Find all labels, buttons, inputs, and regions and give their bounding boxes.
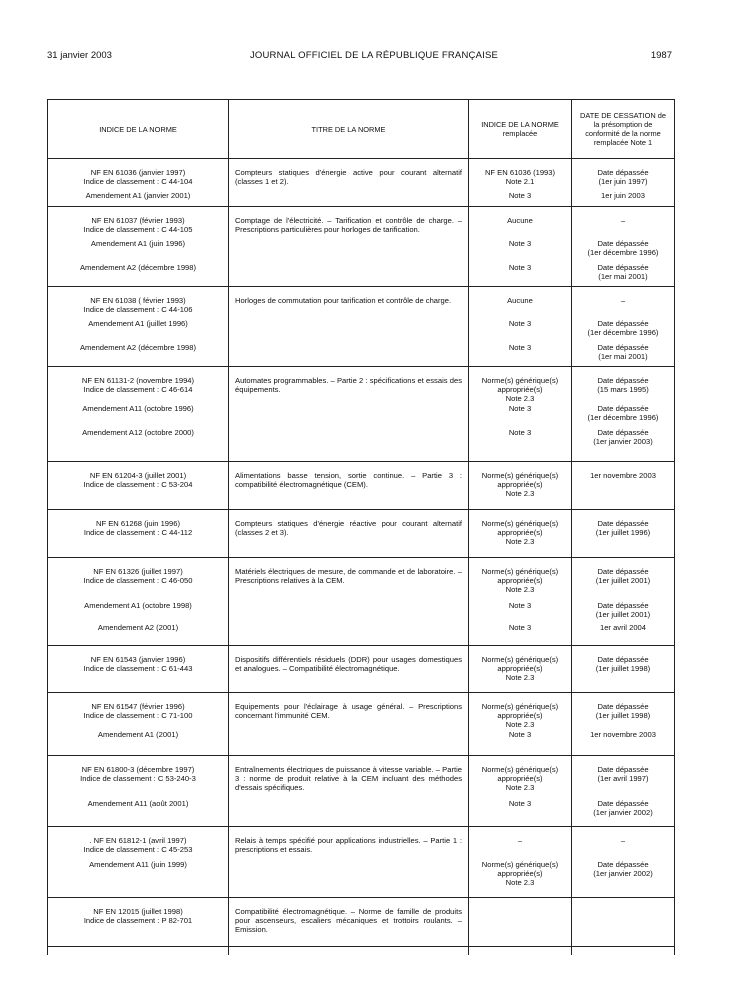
continuation-cell <box>572 947 675 956</box>
norme-indice: NF EN 61543 (janvier 1996) <box>90 655 186 664</box>
norme-indice: Indice de classement : C 45-253 <box>83 845 193 854</box>
continuation-cell <box>469 947 572 956</box>
indice-cell <box>48 367 229 462</box>
norme-remplacee: Aucune <box>507 216 533 225</box>
norme-remplacee: Norme(s) générique(s) <box>481 655 559 664</box>
remplacee-cell <box>469 462 572 510</box>
norme-titre: Compteurs statiques d'énergie active pour courant alternatif (classes 1 et 2). <box>235 168 462 186</box>
norme-indice: Indice de classement : C 44-105 <box>83 225 193 234</box>
norme-titre: Alimentations basse tension, sortie continue. – Partie 3 : compatibilité électromagnétique (CEM). <box>235 471 462 489</box>
norme-remplacee: appropriée(s) <box>497 711 543 720</box>
date-cessation: Date dépassée <box>597 655 649 664</box>
norme-titre: Comptage de l'électricité. – Tarification et contrôle de charge. – Prescriptions particulières pour horloges de tarification. <box>235 216 462 234</box>
titre-cell <box>229 367 469 462</box>
titre-cell <box>229 827 469 898</box>
norme-indice: Amendement A2 (décembre 1998) <box>79 343 197 352</box>
date-cessation: Date dépassée <box>597 263 649 272</box>
norme-remplacee: Note 3 <box>508 263 532 272</box>
norme-titre: Relais à temps spécifié pour applications industrielles. – Partie 1 : prescriptions et essais. <box>235 836 462 854</box>
date-cessation: (1er avril 1997) <box>597 774 649 783</box>
table-row <box>48 756 675 827</box>
norme-indice: Indice de classement : C 44-112 <box>83 528 193 537</box>
norme-remplacee: appropriée(s) <box>497 576 543 585</box>
norme-remplacee: Norme(s) générique(s) <box>481 567 559 576</box>
date-cessation: (1er décembre 1996) <box>587 328 659 337</box>
col-header-cessation: DATE DE CESSATION de la présomption de conformité de la norme remplacée Note 1 <box>572 100 675 159</box>
remplacee-cell <box>469 367 572 462</box>
norme-remplacee: Note 3 <box>508 623 532 632</box>
col-header-indice: INDICE DE LA NORME <box>48 100 229 159</box>
norme-remplacee: Norme(s) générique(s) <box>481 702 559 711</box>
norme-titre: Horloges de commutation pour tarification et contrôle de charge. <box>235 296 452 305</box>
table-row <box>48 287 675 367</box>
continuation-cell <box>229 947 469 956</box>
norme-indice: Indice de classement : P 82-701 <box>83 916 193 925</box>
remplacee-cell <box>469 827 572 898</box>
col-header-titre: TITRE DE LA NORME <box>229 100 469 159</box>
date-cessation: (1er mai 2001) <box>598 352 648 361</box>
norme-remplacee: Note 3 <box>508 319 532 328</box>
norme-indice: Amendement A1 (2001) <box>97 730 179 739</box>
table-row <box>48 646 675 693</box>
norme-indice: NF EN 61204-3 (juillet 2001) <box>89 471 187 480</box>
table-row <box>48 693 675 756</box>
norme-remplacee: Note 3 <box>508 428 532 437</box>
norme-remplacee: Note 3 <box>508 730 532 739</box>
cessation-cell <box>572 898 675 947</box>
cessation-cell <box>572 367 675 462</box>
norme-indice: Indice de classement : C 44-104 <box>83 177 193 186</box>
indice-cell <box>48 827 229 898</box>
cessation-cell <box>572 558 675 646</box>
indice-cell <box>48 558 229 646</box>
cessation-cell <box>572 756 675 827</box>
table-row <box>48 898 675 947</box>
date-cessation: Date dépassée <box>597 860 649 869</box>
norme-remplacee: Note 2.3 <box>505 673 535 682</box>
norme-indice: NF EN 61326 (juillet 1997) <box>93 567 183 576</box>
date-cessation: Date dépassée <box>597 702 649 711</box>
table-row <box>48 367 675 462</box>
continuation-cell <box>48 947 229 956</box>
norme-remplacee: Note 3 <box>508 239 532 248</box>
norme-indice: Amendement A1 (juillet 1996) <box>88 319 188 328</box>
titre-cell <box>229 898 469 947</box>
remplacee-cell <box>469 756 572 827</box>
date-cessation: (1er juin 1997) <box>598 177 648 186</box>
norme-remplacee: appropriée(s) <box>497 664 543 673</box>
norme-remplacee: Norme(s) générique(s) <box>481 471 559 480</box>
date-cessation: (1er décembre 1996) <box>587 413 659 422</box>
date-cessation: Date dépassée <box>597 428 649 437</box>
norme-indice: Amendement A1 (juin 1996) <box>90 239 186 248</box>
cessation-cell <box>572 207 675 287</box>
date-cessation: Date dépassée <box>597 376 649 385</box>
date-cessation: (1er juillet 2001) <box>595 610 651 619</box>
date-cessation: Date dépassée <box>597 239 649 248</box>
remplacee-cell <box>469 510 572 558</box>
remplacee-cell <box>469 693 572 756</box>
norme-titre: Entraînements électriques de puissance à vitesse variable. – Partie 3 : norme de produit relative à la CEM incluant des méthodes d'essais spécifiques. <box>235 765 462 792</box>
remplacee-cell <box>469 287 572 367</box>
norme-remplacee: Note 2.3 <box>505 878 535 887</box>
norme-remplacee: Note 3 <box>508 799 532 808</box>
norme-remplacee: Note 2.3 <box>505 489 535 498</box>
remplacee-cell <box>469 646 572 693</box>
indice-cell <box>48 756 229 827</box>
date-cessation: (1er janvier 2002) <box>593 869 653 878</box>
header-date: 31 janvier 2003 <box>47 50 112 61</box>
norme-remplacee: Note 2.3 <box>505 394 535 403</box>
cessation-cell <box>572 510 675 558</box>
norme-remplacee: Norme(s) générique(s) <box>481 519 559 528</box>
titre-cell <box>229 159 469 207</box>
norme-remplacee: Note 3 <box>508 601 532 610</box>
norme-remplacee: appropriée(s) <box>497 385 543 394</box>
norme-indice: Indice de classement : C 61-443 <box>83 664 193 673</box>
col-header-remplacee: INDICE DE LA NORME remplacée <box>469 100 572 159</box>
date-cessation: Date dépassée <box>597 404 649 413</box>
norme-titre: Compteurs statiques d'énergie réactive pour courant alternatif (classes 2 et 3). <box>235 519 462 537</box>
date-cessation: (1er juillet 2001) <box>595 576 651 585</box>
titre-cell <box>229 558 469 646</box>
norme-indice: NF EN 12015 (juillet 1998) <box>93 907 183 916</box>
titre-cell <box>229 646 469 693</box>
norme-indice: NF EN 61268 (juin 1996) <box>96 519 180 528</box>
norme-remplacee: NF EN 61036 (1993) <box>484 168 556 177</box>
table-row <box>48 510 675 558</box>
indice-cell <box>48 287 229 367</box>
norme-indice: NF EN 61547 (février 1996) <box>91 702 185 711</box>
journal-title: JOURNAL OFFICIEL DE LA RÉPUBLIQUE FRANÇAISE <box>249 50 499 61</box>
remplacee-cell <box>469 558 572 646</box>
date-cessation: Date dépassée <box>597 799 649 808</box>
indice-cell <box>48 646 229 693</box>
norme-remplacee: Note 2.3 <box>505 720 535 729</box>
norme-titre: Compatibilité électromagnétique. – Norme de famille de produits pour ascenseurs, escaliers mécaniques et trottoirs roulants. – Emission. <box>235 907 462 934</box>
norme-remplacee: Note 2.3 <box>505 537 535 546</box>
norme-indice: Amendement A11 (août 2001) <box>87 799 189 808</box>
titre-cell <box>229 756 469 827</box>
titre-cell <box>229 510 469 558</box>
norme-indice: Amendement A11 (octobre 1996) <box>82 404 194 413</box>
date-cessation: – <box>620 216 626 225</box>
norme-remplacee: Norme(s) générique(s) <box>481 376 559 385</box>
norme-remplacee: appropriée(s) <box>497 480 543 489</box>
page-header <box>0 50 748 64</box>
cessation-cell <box>572 159 675 207</box>
titre-cell <box>229 287 469 367</box>
date-cessation: (1er juillet 1996) <box>595 528 651 537</box>
indice-cell <box>48 207 229 287</box>
norme-indice: Indice de classement : C 53-240-3 <box>80 774 196 783</box>
norme-indice: Amendement A1 (octobre 1998) <box>84 601 192 610</box>
norme-titre: Equipements pour l'éclairage à usage général. – Prescriptions concernant l'immunité CEM. <box>235 702 462 720</box>
norme-remplacee: Note 3 <box>508 343 532 352</box>
cessation-cell <box>572 646 675 693</box>
norme-titre: Dispositifs différentiels résiduels (DDR) pour usages domestiques et analogues. – Compatibilité électromagnétique. <box>235 655 462 673</box>
norme-indice: Amendement A11 (juin 1999) <box>89 860 187 869</box>
date-cessation: Date dépassée <box>597 519 649 528</box>
norme-remplacee: appropriée(s) <box>497 869 543 878</box>
remplacee-cell <box>469 898 572 947</box>
date-cessation: (15 mars 1995) <box>597 385 649 394</box>
norme-remplacee: Note 3 <box>508 404 532 413</box>
titre-cell <box>229 207 469 287</box>
norme-indice: Amendement A2 (décembre 1998) <box>79 263 197 272</box>
cessation-cell <box>572 693 675 756</box>
page-number: 1987 <box>650 50 672 61</box>
indice-cell <box>48 159 229 207</box>
remplacee-cell <box>469 159 572 207</box>
date-cessation: Date dépassée <box>597 168 649 177</box>
table-header-row <box>48 100 675 159</box>
norme-indice: Amendement A12 (octobre 2000) <box>82 428 194 437</box>
norme-indice: NF EN 61131-2 (novembre 1994) <box>81 376 195 385</box>
norme-remplacee: Note 2.1 <box>505 177 535 186</box>
titre-cell <box>229 462 469 510</box>
remplacee-cell <box>469 207 572 287</box>
norme-indice: Indice de classement : C 46-050 <box>83 576 193 585</box>
norme-indice: NF EN 61800-3 (décembre 1997) <box>81 765 195 774</box>
date-cessation: Date dépassée <box>597 765 649 774</box>
norme-indice: . NF EN 61812-1 (avril 1997) <box>89 836 187 845</box>
table-row <box>48 159 675 207</box>
norme-titre: Matériels électriques de mesure, de commande et de laboratoire. – Prescriptions relatives à la CEM. <box>235 567 462 585</box>
date-cessation: (1er janvier 2002) <box>593 808 653 817</box>
titre-cell <box>229 693 469 756</box>
norme-indice: Indice de classement : C 46-614 <box>83 385 193 394</box>
date-cessation: – <box>620 296 626 305</box>
norme-indice: Indice de classement : C 53-204 <box>83 480 193 489</box>
cessation-cell <box>572 827 675 898</box>
date-cessation: (1er mai 2001) <box>598 272 648 281</box>
date-cessation: Date dépassée <box>597 343 649 352</box>
norme-remplacee: Norme(s) générique(s) <box>481 765 559 774</box>
date-cessation: (1er décembre 1996) <box>587 248 659 257</box>
norme-indice: NF EN 61037 (février 1993) <box>91 216 185 225</box>
date-cessation: (1er juillet 1998) <box>595 711 651 720</box>
norme-indice: NF EN 61036 (janvier 1997) <box>90 168 186 177</box>
date-cessation: (1er janvier 2003) <box>593 437 653 446</box>
date-cessation: 1er avril 2004 <box>599 623 646 632</box>
standards-table <box>47 99 675 955</box>
date-cessation: 1er juin 2003 <box>601 191 645 200</box>
norme-remplacee: Aucune <box>507 296 533 305</box>
norme-remplacee: Note 3 <box>508 191 532 200</box>
table-continuation <box>48 947 675 956</box>
norme-indice: Amendement A1 (janvier 2001) <box>85 191 191 200</box>
norme-remplacee: – <box>517 836 523 845</box>
indice-cell <box>48 462 229 510</box>
cessation-cell <box>572 462 675 510</box>
date-cessation: (1er juillet 1998) <box>595 664 651 673</box>
norme-titre: Automates programmables. – Partie 2 : spécifications et essais des équipements. <box>235 376 462 394</box>
table-row <box>48 462 675 510</box>
norme-indice: NF EN 61038 ( février 1993) <box>90 296 186 305</box>
norme-remplacee: appropriée(s) <box>497 774 543 783</box>
date-cessation: Date dépassée <box>597 319 649 328</box>
indice-cell <box>48 898 229 947</box>
table-row <box>48 558 675 646</box>
date-cessation: Date dépassée <box>597 601 649 610</box>
date-cessation: 1er novembre 2003 <box>590 471 656 480</box>
date-cessation: – <box>620 836 626 845</box>
cessation-cell <box>572 287 675 367</box>
norme-remplacee: appropriée(s) <box>497 528 543 537</box>
table-row <box>48 207 675 287</box>
norme-remplacee: Note 2.3 <box>505 783 535 792</box>
indice-cell <box>48 693 229 756</box>
table-row <box>48 827 675 898</box>
date-cessation: 1er novembre 2003 <box>590 730 656 739</box>
norme-indice: Indice de classement : C 44-106 <box>83 305 193 314</box>
date-cessation: Date dépassée <box>597 567 649 576</box>
norme-indice: Amendement A2 (2001) <box>97 623 179 632</box>
indice-cell <box>48 510 229 558</box>
norme-remplacee: Note 2.3 <box>505 585 535 594</box>
norme-indice: Indice de classement : C 71-100 <box>83 711 193 720</box>
norme-remplacee: Norme(s) générique(s) <box>481 860 559 869</box>
